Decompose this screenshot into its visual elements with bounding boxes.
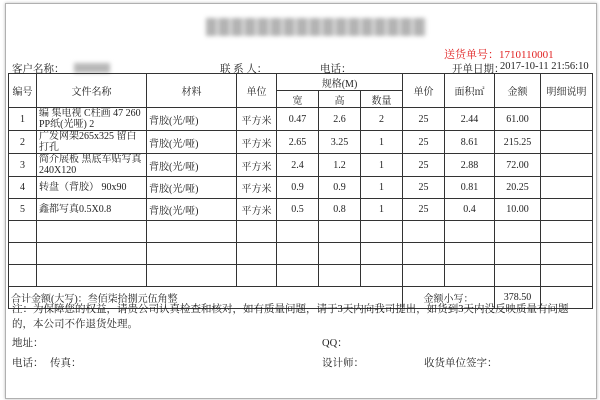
cell-price: 25 bbox=[403, 199, 445, 221]
cell-detail bbox=[541, 199, 593, 221]
cell-width: 0.47 bbox=[277, 108, 319, 131]
subtotal-value: 378.50 bbox=[495, 287, 541, 309]
cell-name: 广发网架265x325 留白打孔 bbox=[37, 131, 147, 154]
cell-qty: 2 bbox=[361, 108, 403, 131]
table-row bbox=[9, 154, 593, 177]
receiver-label: 收货单位签字： bbox=[424, 358, 498, 369]
cell-amount: 61.00 bbox=[495, 108, 541, 131]
cell-material: 背胶(光/哑) bbox=[147, 154, 237, 177]
cell-area: 0.4 bbox=[445, 199, 495, 221]
customer-label: 客户名称： bbox=[12, 64, 65, 75]
subtotal-label: 金额小写： bbox=[403, 287, 495, 309]
cell-name: 转盘（背胶） 90x90 bbox=[37, 177, 147, 199]
header-material: 材料 bbox=[147, 74, 237, 108]
table-row bbox=[9, 177, 593, 199]
cell-no: 2 bbox=[9, 131, 37, 154]
cell-unit: 平方米 bbox=[237, 177, 277, 199]
cell-detail bbox=[541, 131, 593, 154]
cell-price: 25 bbox=[403, 131, 445, 154]
cell-material: 背胶(光/哑) bbox=[147, 177, 237, 199]
contact-label: 联 系 人： bbox=[220, 64, 268, 75]
cell-width: 2.4 bbox=[277, 154, 319, 177]
cell-material: 背胶(光/哑) bbox=[147, 199, 237, 221]
cell-no: 4 bbox=[9, 177, 37, 199]
company-title-blurred bbox=[206, 18, 426, 36]
header-name: 文件名称 bbox=[37, 74, 147, 108]
empty-row bbox=[9, 265, 593, 287]
header-unit: 单位 bbox=[237, 74, 277, 108]
header-no: 编号 bbox=[9, 74, 37, 108]
cell-area: 2.44 bbox=[445, 108, 495, 131]
cell-height: 3.25 bbox=[319, 131, 361, 154]
cell-width: 0.5 bbox=[277, 199, 319, 221]
header-spec: 规格(M) bbox=[277, 74, 403, 91]
cell-width: 0.9 bbox=[277, 177, 319, 199]
cell-height: 0.9 bbox=[319, 177, 361, 199]
cell-width: 2.65 bbox=[277, 131, 319, 154]
cell-height: 0.8 bbox=[319, 199, 361, 221]
serial-label: 送货单号： bbox=[444, 49, 499, 61]
address-label: 地址： bbox=[12, 338, 44, 349]
cell-unit: 平方米 bbox=[237, 154, 277, 177]
items-table bbox=[8, 73, 593, 309]
cell-price: 25 bbox=[403, 154, 445, 177]
empty-row bbox=[9, 243, 593, 265]
cell-detail bbox=[541, 108, 593, 131]
cell-area: 8.61 bbox=[445, 131, 495, 154]
header-qty: 数量 bbox=[361, 91, 403, 108]
cell-name: 编 集电视 C柱画 47 260 PP纸(光哑) 2 bbox=[37, 108, 147, 131]
cell-unit: 平方米 bbox=[237, 199, 277, 221]
total-caps-label: 合计金额(大写)： bbox=[11, 294, 88, 305]
total-caps-value: 叁佰柒拾捌元伍角整 bbox=[87, 294, 178, 305]
cell-material: 背胶(光/哑) bbox=[147, 108, 237, 131]
date-label: 开单日期： bbox=[452, 64, 505, 75]
qq-label: QQ： bbox=[322, 338, 348, 349]
cell-amount: 10.00 bbox=[495, 199, 541, 221]
footer-line-2 bbox=[12, 355, 582, 369]
cell-height: 1.2 bbox=[319, 154, 361, 177]
fax-label: 传真： bbox=[50, 358, 82, 369]
cell-detail bbox=[541, 154, 593, 177]
cell-name: 鑫都写真0.5X0.8 bbox=[37, 199, 147, 221]
cell-amount: 215.25 bbox=[495, 131, 541, 154]
header-width: 宽 bbox=[277, 91, 319, 108]
date-value: 2017-10-11 21:56:10 bbox=[500, 61, 589, 72]
phone-label: 电话： bbox=[320, 64, 352, 75]
cell-qty: 1 bbox=[361, 131, 403, 154]
delivery-serial bbox=[444, 46, 554, 62]
header-area: 面积㎡ bbox=[445, 74, 495, 108]
designer-label: 设计师： bbox=[322, 358, 364, 369]
cell-name: 简介展板 黑底车贴写真240X120 bbox=[37, 154, 147, 177]
cell-qty: 1 bbox=[361, 199, 403, 221]
footer-line-1 bbox=[12, 335, 582, 349]
cell-amount: 72.00 bbox=[495, 154, 541, 177]
table-row bbox=[9, 199, 593, 221]
table-row bbox=[9, 108, 593, 131]
customer-name-blurred bbox=[74, 63, 110, 73]
cell-area: 2.88 bbox=[445, 154, 495, 177]
empty-row bbox=[9, 221, 593, 243]
header-price: 单价 bbox=[403, 74, 445, 108]
cell-no: 5 bbox=[9, 199, 37, 221]
cell-unit: 平方米 bbox=[237, 108, 277, 131]
cell-qty: 1 bbox=[361, 177, 403, 199]
header-amount: 金额 bbox=[495, 74, 541, 108]
cell-qty: 1 bbox=[361, 154, 403, 177]
table-row bbox=[9, 131, 593, 154]
cell-unit: 平方米 bbox=[237, 131, 277, 154]
header-height: 高 bbox=[319, 91, 361, 108]
cell-detail bbox=[541, 177, 593, 199]
cell-no: 3 bbox=[9, 154, 37, 177]
phone-label-footer: 电话： bbox=[12, 358, 44, 369]
notes-text: 注：为保障您的权益，请贵公司认真检查和核对，如有质量问题，请于3天内向我司提出，如货到3天内没反映质量有问题的，本公司不作退货处理。 bbox=[12, 304, 569, 330]
cell-height: 2.6 bbox=[319, 108, 361, 131]
header-detail: 明细说明 bbox=[541, 74, 593, 108]
cell-no: 1 bbox=[9, 108, 37, 131]
cell-amount: 20.25 bbox=[495, 177, 541, 199]
cell-price: 25 bbox=[403, 108, 445, 131]
cell-material: 背胶(光/哑) bbox=[147, 131, 237, 154]
serial-value: 1710110001 bbox=[499, 49, 554, 61]
cell-price: 25 bbox=[403, 177, 445, 199]
cell-area: 0.81 bbox=[445, 177, 495, 199]
